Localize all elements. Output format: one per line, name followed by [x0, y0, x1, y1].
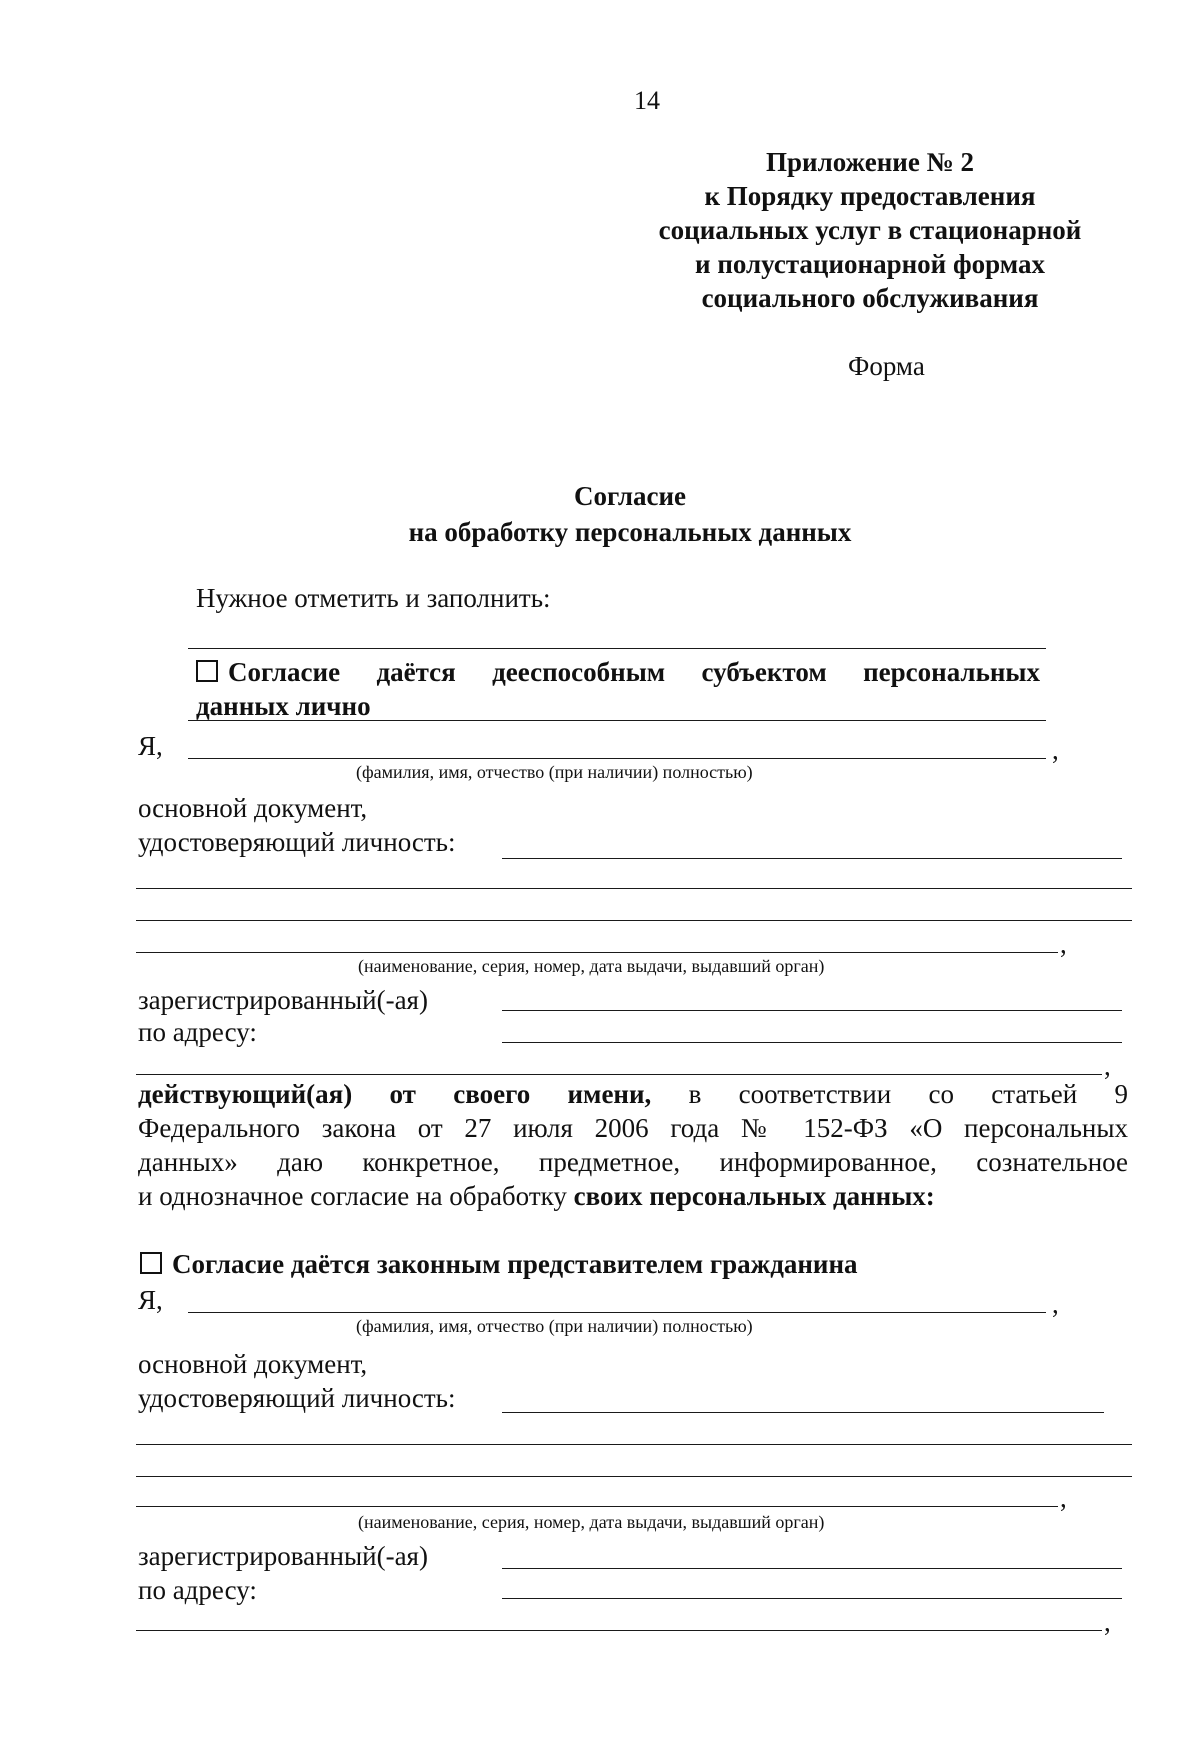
address-field-line-2[interactable] [502, 1042, 1122, 1043]
document-title: Согласие [573, 481, 687, 511]
instruction-text: Нужное отметить и заполнить: [196, 583, 551, 613]
doc-label-2: удостоверяющий личность: [138, 827, 456, 857]
checkbox-self[interactable] [196, 660, 218, 682]
address-field-2[interactable] [502, 1568, 1122, 1569]
reg-label-2: по адресу: [138, 1575, 257, 1605]
appendix-line-3: социальных услуг в стационарной [658, 215, 1082, 245]
section1-checkbox-row[interactable] [196, 656, 1040, 688]
reg-label: зарегистрированный(-ая) [138, 1541, 428, 1571]
address-field-line-3[interactable] [136, 1074, 1102, 1075]
body-word: в [688, 1079, 702, 1109]
body-word: имени, [567, 1079, 652, 1109]
fio-caption: (фамилия, имя, отчество (при наличии) полностью) [356, 762, 753, 782]
section2-checkbox-label: Согласие даётся законным представителем гражданина [172, 1249, 858, 1279]
fio-caption-2: (фамилия, имя, отчество (при наличии) полностью) [356, 1316, 753, 1336]
doc-caption: (наименование, серия, номер, дата выдачи, выдавший орган) [358, 956, 825, 976]
body-line-3-text: данных» даю конкретное, предметное, информированное, сознательное [138, 1147, 1128, 1177]
comma: , [1104, 1051, 1111, 1081]
appendix-line-4: и полустационарной формах [695, 249, 1045, 279]
comma: , [1052, 735, 1059, 765]
body-word: 9 [1114, 1079, 1129, 1109]
document-field-2-line-4[interactable] [136, 1506, 1058, 1507]
separator-line [188, 648, 1046, 649]
body-word: соответствии [738, 1079, 892, 1109]
body-word: действующий(ая) [138, 1079, 353, 1109]
reg-label: зарегистрированный(-ая) [138, 985, 428, 1015]
appendix-line-1: Приложение № 2 [766, 147, 974, 177]
document-field-2-line-2[interactable] [136, 1444, 1132, 1445]
consent-body-line-2 [138, 1112, 1128, 1144]
document-field-2[interactable] [502, 1412, 1104, 1413]
doc-label: основной документ, [138, 793, 368, 823]
document-field-line-3[interactable] [136, 920, 1132, 921]
ya-label: Я, [138, 1285, 163, 1315]
document-field[interactable] [502, 858, 1122, 859]
reg-label-2: по адресу: [138, 1017, 257, 1047]
doc-caption-2: (наименование, серия, номер, дата выдачи, выдавший орган) [358, 1512, 825, 1532]
fio-field[interactable] [188, 758, 1046, 759]
document-field-2-line-3[interactable] [136, 1476, 1132, 1477]
document-field-line-2[interactable] [136, 888, 1132, 889]
comma: , [1104, 1607, 1111, 1637]
section1-checkbox-label-2: данных лично [196, 691, 371, 721]
ya-label: Я, [138, 731, 163, 761]
consent-body-line-1 [138, 1078, 1128, 1110]
fio-field-2[interactable] [188, 1312, 1046, 1313]
consent-body-line-3 [138, 1146, 1128, 1178]
body-word: от [389, 1079, 416, 1109]
body-word: своего [453, 1079, 531, 1109]
comma: , [1060, 929, 1067, 959]
checkbox-representative[interactable] [140, 1252, 162, 1274]
doc-label: основной документ, [138, 1349, 368, 1379]
form-label: Форма [848, 351, 925, 381]
body-word: со [928, 1079, 954, 1109]
body-line-4-text: и однозначное согласие на обработку [138, 1181, 574, 1211]
body-line-2-text: Федерального закона от 27 июля 2006 года № 152-ФЗ «О персональных [138, 1113, 1128, 1143]
document-field-line-4[interactable] [136, 952, 1058, 953]
document-subtitle: на обработку персональных данных [408, 517, 852, 547]
address-field-2-line-3[interactable] [136, 1630, 1102, 1631]
body-line-4-bold: своих персональных данных: [573, 1181, 935, 1211]
appendix-line-2: к Порядку предоставления [704, 181, 1036, 211]
comma: , [1060, 1483, 1067, 1513]
body-word: статьей [991, 1079, 1078, 1109]
address-field[interactable] [502, 1010, 1122, 1011]
address-field-2-line-2[interactable] [502, 1598, 1122, 1599]
consent-body-line-4 [138, 1180, 935, 1212]
section2-checkbox-row[interactable] [140, 1248, 858, 1280]
page-number: 14 [634, 86, 660, 115]
section1-checkbox-label: Согласие даётся дееспособным субъектом персональных [228, 657, 1040, 687]
appendix-line-5: социального обслуживания [701, 283, 1039, 313]
doc-label-2: удостоверяющий личность: [138, 1383, 456, 1413]
separator-line [188, 720, 1046, 721]
comma: , [1052, 1289, 1059, 1319]
